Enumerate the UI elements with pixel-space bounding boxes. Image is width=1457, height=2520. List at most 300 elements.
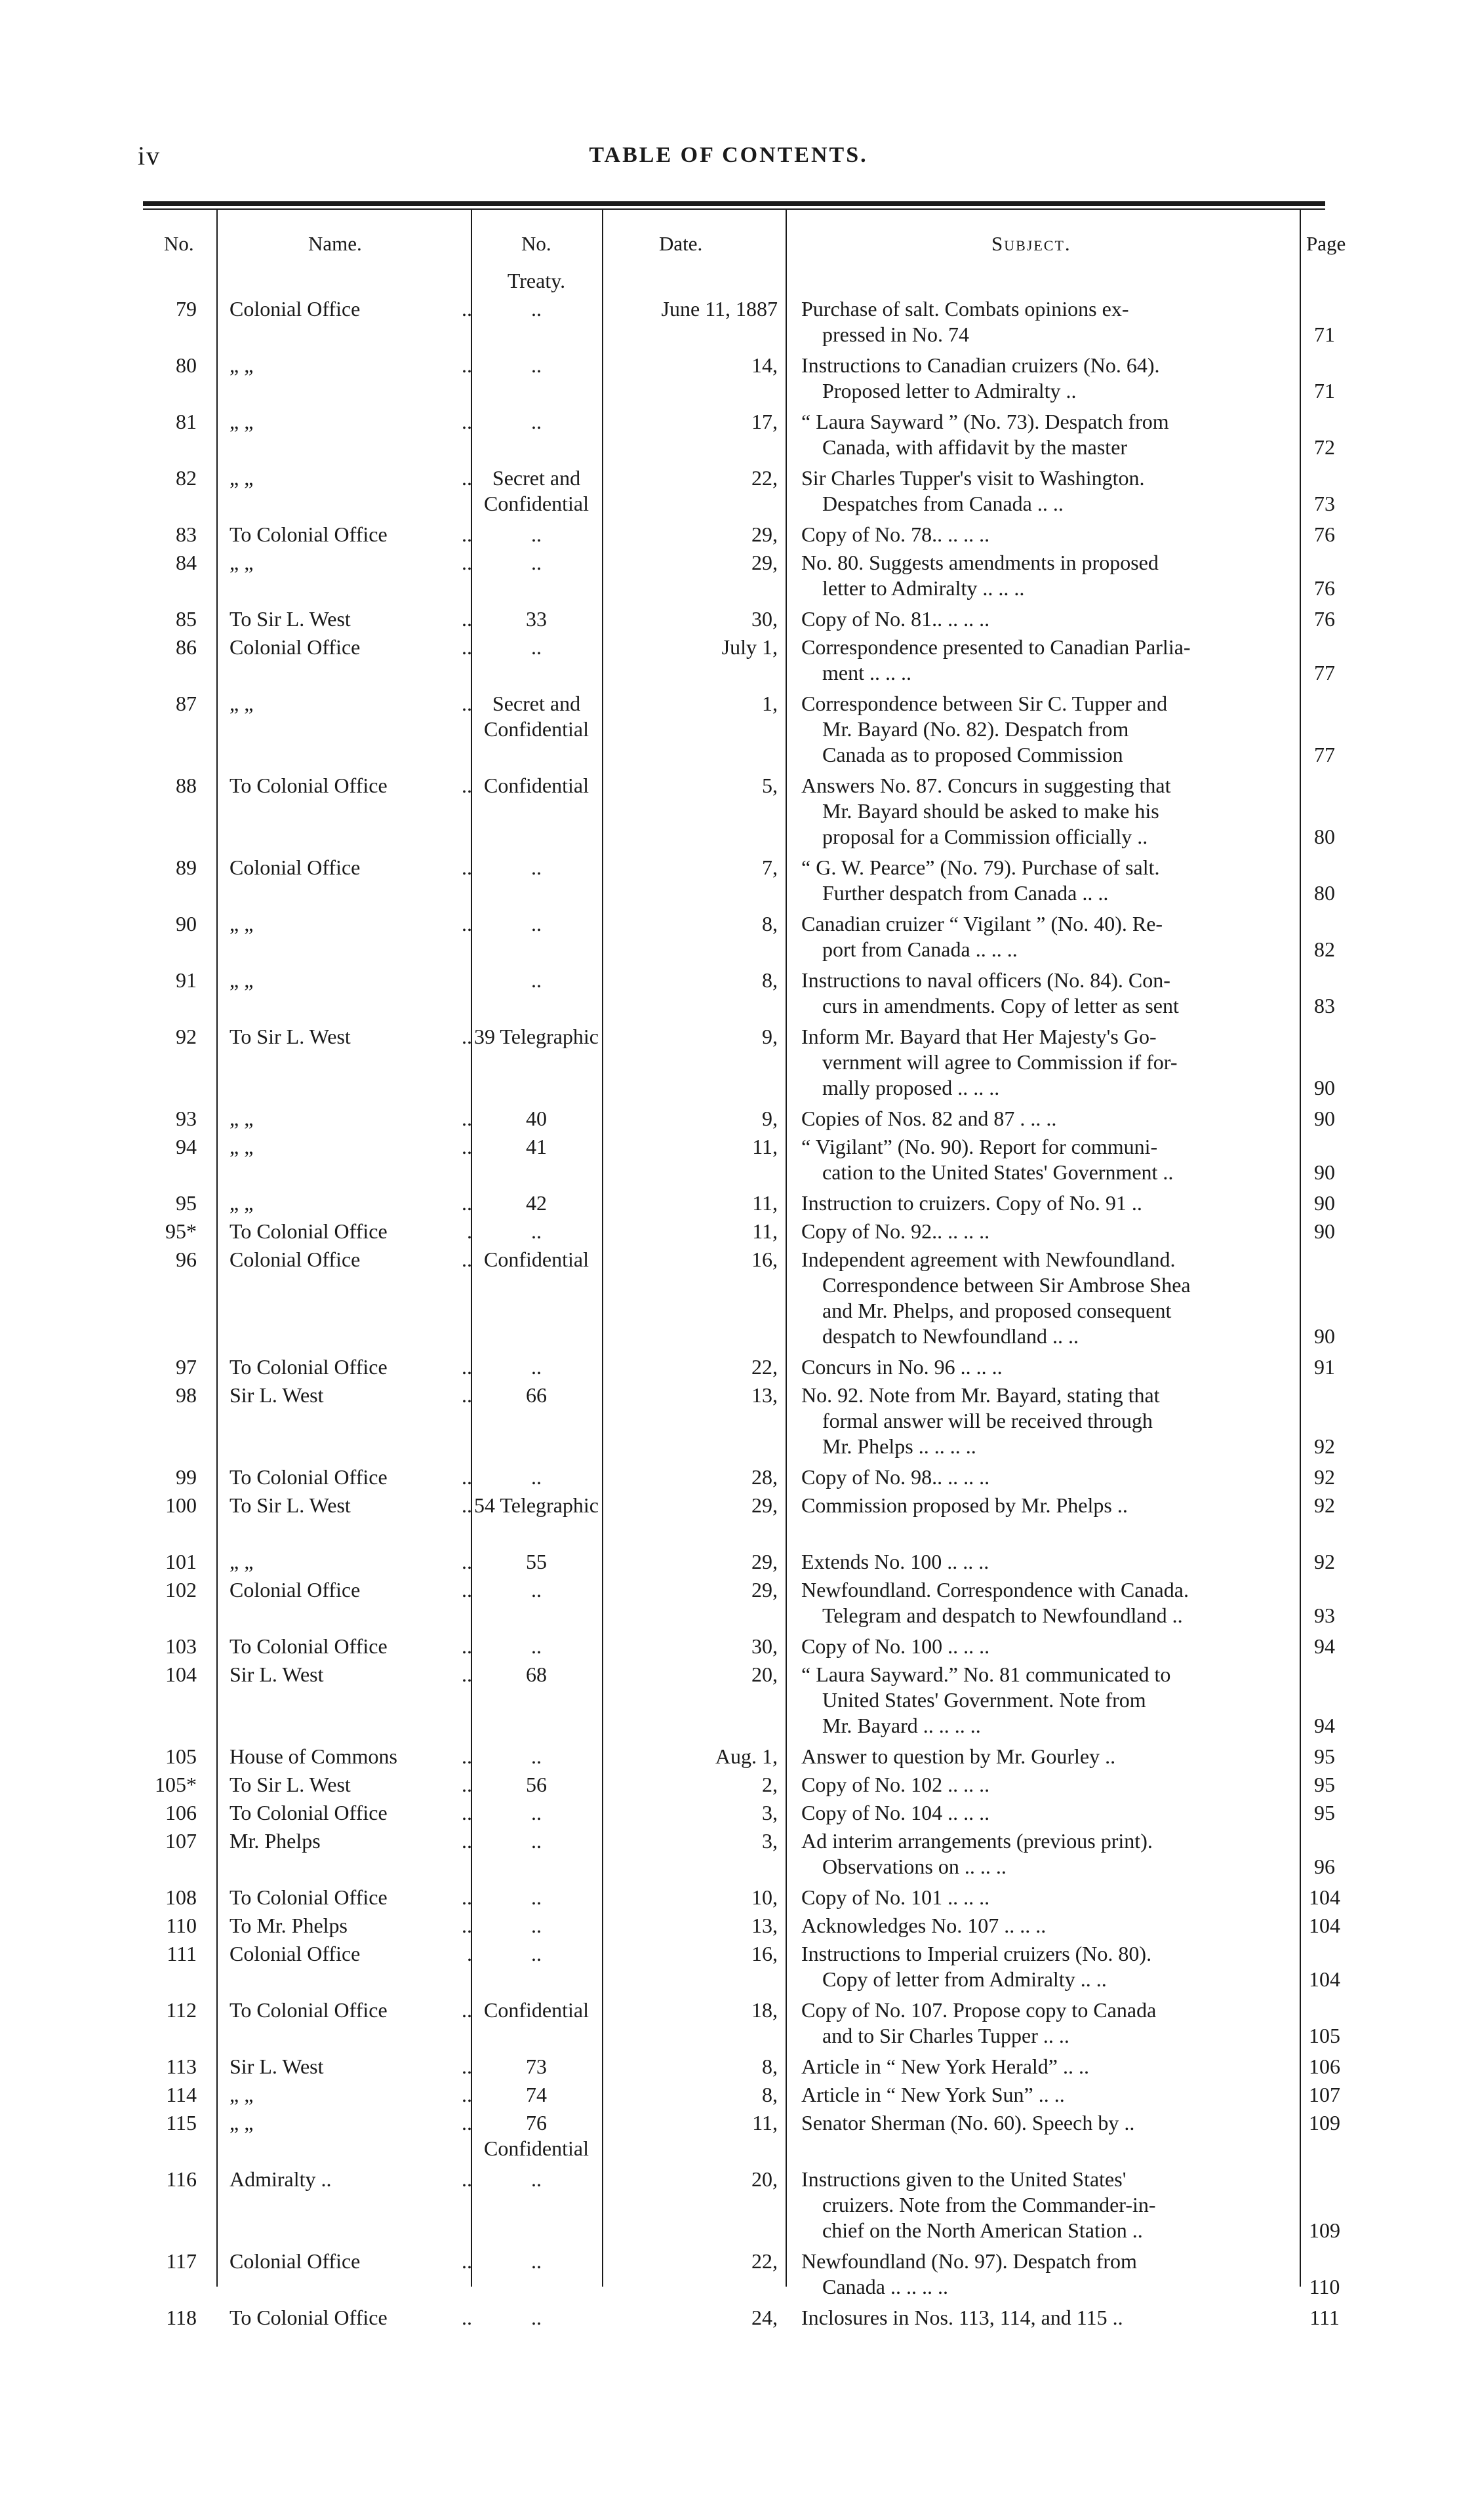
entry-subject	[801, 855, 1298, 906]
entry-name: „ „	[230, 912, 254, 935]
entry-number: 79	[176, 297, 197, 321]
entry-subject	[801, 1465, 1298, 1490]
entry-page: 76	[1314, 607, 1335, 631]
entry-subject-line: Instruction to cruizers. Copy of No. 91 ..	[801, 1191, 1142, 1215]
entry-subject-line: Instructions given to the United States'	[801, 2167, 1127, 2191]
page-number: iv	[138, 141, 161, 170]
entry-number: 97	[176, 1355, 197, 1379]
entry-subject	[801, 353, 1298, 404]
entry-subject	[801, 296, 1298, 347]
entry-date: 7,	[762, 856, 778, 879]
entry-date: 10,	[751, 1885, 778, 1909]
entry-leader-dots: ..	[462, 1744, 472, 1768]
entry-subject	[801, 1913, 1298, 1939]
entry-subject-line: Article in “ New York Herald” .. ..	[801, 2055, 1089, 2078]
entry-subject-line: Newfoundland. Correspondence with Canada.	[801, 1578, 1189, 1602]
page-title: TABLE OF CONTENTS.	[589, 143, 868, 167]
entry-leader-dots: ..	[462, 1829, 472, 1853]
entry-page: 93	[1314, 1604, 1335, 1627]
entry-subject	[801, 2249, 1298, 2300]
entry-treaty-number: ..	[531, 856, 542, 879]
entry-subject	[801, 635, 1298, 686]
entry-leader-dots: ..	[462, 1107, 472, 1130]
entry-subject-line: Newfoundland (No. 97). Despatch from	[801, 2249, 1137, 2273]
entry-page: 73	[1314, 492, 1335, 515]
entry-leader-dots: ..	[462, 353, 472, 377]
entry-date: 29,	[751, 522, 778, 546]
entry-subject-line: Telegram and despatch to Newfoundland ..	[822, 1604, 1183, 1627]
entry-name: Colonial Office	[230, 856, 361, 879]
entry-number: 95	[176, 1191, 197, 1215]
entry-date: 17,	[751, 410, 778, 433]
entry-name: Colonial Office	[230, 1578, 361, 1602]
entry-page: 92	[1314, 1493, 1335, 1517]
entry-name: Sir L. West	[230, 1383, 324, 1407]
entry-date: 20,	[751, 2167, 778, 2191]
entry-subject-line: Correspondence between Sir C. Tupper and	[801, 692, 1168, 715]
entry-page: 111	[1309, 2306, 1340, 2329]
entry-name: Mr. Phelps	[230, 1829, 321, 1853]
entry-subject	[801, 968, 1298, 1019]
entry-name: To Colonial Office	[230, 1801, 388, 1824]
entry-subject-line: Inform Mr. Bayard that Her Majesty's Go-	[801, 1025, 1157, 1048]
entry-subject-line: “ Vigilant” (No. 90). Report for communi-	[801, 1135, 1158, 1158]
entry-subject-line: Instructions to Imperial cruizers (No. 80).	[801, 1942, 1152, 1965]
entry-page: 92	[1314, 1465, 1335, 1489]
entry-subject-line: Copies of Nos. 82 and 87 . .. ..	[801, 1107, 1057, 1130]
entry-subject-line: Answers No. 87. Concurs in suggesting that	[801, 774, 1171, 797]
entry-treaty-number: 33	[526, 607, 547, 631]
entry-leader-dots: ..	[462, 297, 472, 321]
entry-leader-dots: ..	[462, 1025, 472, 1048]
entry-page: 71	[1314, 323, 1335, 346]
entry-subject-line: and Mr. Phelps, and proposed consequent	[822, 1299, 1172, 1322]
entry-subject-line: Mr. Bayard .. .. .. ..	[822, 1714, 981, 1737]
entry-name: To Sir L. West	[230, 1025, 351, 1048]
entry-date: 14,	[751, 353, 778, 377]
entry-page: 105	[1309, 2024, 1340, 2047]
entry-date: 8,	[762, 2055, 778, 2078]
entry-subject-line: “ G. W. Pearce” (No. 79). Purchase of salt.	[801, 856, 1160, 879]
entry-subject	[801, 1191, 1298, 1216]
entry-subject-line: Proposed letter to Admiralty ..	[822, 379, 1077, 403]
entry-date: 29,	[751, 1493, 778, 1517]
entry-subject-line: Copy of No. 104 .. .. ..	[801, 1801, 990, 1824]
entry-treaty-number: 56	[526, 1773, 547, 1796]
entry-name: „ „	[230, 353, 254, 377]
column-header-subject: Subject.	[991, 232, 1071, 255]
entry-page: 104	[1309, 1914, 1340, 1937]
entry-subject-line: Instructions to naval officers (No. 84). Con-	[801, 968, 1170, 992]
entry-name: To Colonial Office	[230, 1465, 388, 1489]
entry-subject-line: Copy of No. 100 .. .. ..	[801, 1634, 990, 1658]
entry-leader-dots: ..	[462, 551, 472, 574]
entry-number: 99	[176, 1465, 197, 1489]
entry-name: To Sir L. West	[230, 1493, 351, 1517]
entry-subject-line: Mr. Bayard (No. 82). Despatch from	[822, 717, 1129, 741]
entry-treaty-number: ..	[531, 1578, 542, 1602]
entry-treaty-number: 54 Telegraphic	[474, 1493, 599, 1517]
entry-subject	[801, 1383, 1298, 1459]
entry-subject-line: “ Laura Sayward ” (No. 73). Despatch from	[801, 410, 1169, 433]
entry-name: Colonial Office	[230, 1942, 361, 1965]
entry-treaty-number: 55	[526, 1550, 547, 1573]
entry-number: 84	[176, 551, 197, 574]
entry-treaty-number: Confidential	[484, 1248, 589, 1271]
entry-name: Colonial Office	[230, 635, 361, 659]
entry-name: To Colonial Office	[230, 1998, 388, 2022]
entry-subject	[801, 522, 1298, 547]
entry-treaty-number: ..	[531, 1219, 542, 1243]
column-header-page: Page	[1306, 232, 1346, 255]
entry-subject-line: Despatches from Canada .. ..	[822, 492, 1064, 515]
entry-date: 13,	[751, 1914, 778, 1937]
entry-name: Colonial Office	[230, 1248, 361, 1271]
entry-leader-dots: ..	[462, 856, 472, 879]
entry-date: 1,	[762, 692, 778, 715]
column-header-treaty-no: No.	[521, 232, 551, 255]
entry-subject-line: vernment will agree to Commission if for-	[822, 1050, 1178, 1074]
entry-page: 90	[1314, 1191, 1335, 1215]
entry-name: „ „	[230, 692, 254, 715]
entry-subject	[801, 2305, 1298, 2331]
entry-subject	[801, 2167, 1298, 2243]
entry-leader-dots: ..	[462, 1191, 472, 1215]
entry-subject-line: Observations on .. .. ..	[822, 1855, 1007, 1878]
entry-leader-dots: ..	[462, 2083, 472, 2106]
entry-subject-line: ment .. .. ..	[822, 661, 911, 684]
column-divider-no	[216, 208, 218, 2287]
entry-subject-line: Senator Sherman (No. 60). Speech by ..	[801, 2111, 1135, 2135]
entry-leader-dots: ..	[462, 1248, 472, 1271]
entry-page: 80	[1314, 881, 1335, 905]
entry-date: 18,	[751, 1998, 778, 2022]
entry-subject	[801, 1354, 1298, 1380]
entry-leader-dots: ..	[462, 1663, 472, 1686]
entry-subject-line: Copy of No. 81.. .. .. ..	[801, 607, 990, 631]
entry-page: 91	[1314, 1355, 1335, 1379]
entry-subject-line: despatch to Newfoundland .. ..	[822, 1324, 1079, 1348]
entry-subject-line: chief on the North American Station ..	[822, 2218, 1143, 2242]
entry-leader-dots: ..	[462, 1135, 472, 1158]
entry-date: 13,	[751, 1383, 778, 1407]
entry-date: June 11, 1887	[661, 297, 778, 321]
entry-number: 104	[165, 1663, 197, 1686]
entry-leader-dots: ..	[462, 607, 472, 631]
entry-treaty-number: ..	[531, 410, 542, 433]
entry-treaty-number: ..	[531, 968, 542, 992]
entry-treaty-number: ..	[531, 912, 542, 935]
entry-page: 109	[1309, 2218, 1340, 2242]
entry-subject	[801, 1493, 1298, 1518]
entry-number: 102	[165, 1578, 197, 1602]
entry-subject-line: Mr. Bayard should be asked to make his	[822, 799, 1159, 823]
entry-page: 71	[1314, 379, 1335, 403]
entry-page: 92	[1314, 1434, 1335, 1458]
entry-page: 76	[1314, 522, 1335, 546]
entry-number: 111	[167, 1942, 197, 1965]
entry-name: To Colonial Office	[230, 1885, 388, 1909]
entry-page: 106	[1309, 2055, 1340, 2078]
entry-subject	[801, 465, 1298, 517]
entry-subject-line: Correspondence between Sir Ambrose Shea	[822, 1273, 1191, 1297]
entry-treaty-number: Confidential	[484, 774, 589, 797]
entry-page: 77	[1314, 661, 1335, 684]
entry-page: 90	[1314, 1160, 1335, 1184]
entry-leader-dots: ..	[462, 2055, 472, 2078]
entry-subject-line: Canadian cruizer “ Vigilant ” (No. 40). Re-	[801, 912, 1163, 935]
entry-leader-dots: ..	[462, 1355, 472, 1379]
entry-date: 20,	[751, 1663, 778, 1686]
entry-date: 29,	[751, 551, 778, 574]
entry-name: Colonial Office	[230, 297, 361, 321]
entry-subject-line: letter to Admiralty .. .. ..	[822, 576, 1025, 600]
entry-page: 107	[1309, 2083, 1340, 2106]
entry-subject	[801, 911, 1298, 962]
entry-number: 81	[176, 410, 197, 433]
entry-subject	[801, 1549, 1298, 1575]
entry-subject	[801, 1134, 1298, 1185]
entry-name: To Colonial Office	[230, 2306, 388, 2329]
entry-subject-line: Independent agreement with Newfoundland.	[801, 1248, 1176, 1271]
entry-subject-line: Correspondence presented to Canadian Parlia-	[801, 635, 1191, 659]
entry-number: 112	[166, 1998, 197, 2022]
entry-subject-line: Canada, with affidavit by the master	[822, 435, 1128, 459]
entry-name: Sir L. West	[230, 1663, 324, 1686]
entry-treaty-number: ..	[531, 635, 542, 659]
entry-number: 107	[165, 1829, 197, 1853]
entry-leader-dots: ..	[462, 1773, 472, 1796]
entry-leader-dots: ..	[462, 1885, 472, 1909]
column-header-treaty-label: Treaty.	[507, 269, 566, 292]
entry-subject-line: “ Laura Sayward.” No. 81 communicated to	[801, 1663, 1171, 1686]
entry-date: 28,	[751, 1465, 778, 1489]
entry-name: To Mr. Phelps	[230, 1914, 348, 1937]
entry-number: 82	[176, 466, 197, 490]
entry-subject-line: No. 92. Note from Mr. Bayard, stating that	[801, 1383, 1160, 1407]
entry-subject-line: Purchase of salt. Combats opinions ex-	[801, 297, 1129, 321]
entry-subject-line: formal answer will be received through	[822, 1409, 1153, 1432]
entry-leader-dots: ..	[462, 1998, 472, 2022]
entry-leader-dots: .	[467, 1219, 472, 1243]
entry-subject-line: Copy of No. 102 .. .. ..	[801, 1773, 990, 1796]
entry-date: 11,	[752, 1219, 778, 1243]
entry-subject-line: Extends No. 100 .. .. ..	[801, 1550, 989, 1573]
entry-date: 22,	[751, 466, 778, 490]
entry-date: 9,	[762, 1025, 778, 1048]
entry-treaty-number: ..	[531, 1829, 542, 1853]
entry-subject	[801, 1024, 1298, 1101]
top-rule	[143, 201, 1325, 206]
entry-subject-line: Copy of letter from Admiralty .. ..	[822, 1967, 1107, 1991]
entry-number: 86	[176, 635, 197, 659]
entry-treaty-number: Confidential	[484, 1998, 589, 2022]
entry-subject-line: Copy of No. 107. Propose copy to Canada	[801, 1998, 1157, 2022]
entry-date: 2,	[762, 1773, 778, 1796]
entry-number: 105	[165, 1744, 197, 1768]
entry-subject-line: Mr. Phelps .. .. .. ..	[822, 1434, 976, 1458]
entry-number: 94	[176, 1135, 197, 1158]
entry-treaty-number: 42	[526, 1191, 547, 1215]
entry-date: Aug. 1,	[715, 1744, 778, 1768]
entry-date: 3,	[762, 1829, 778, 1853]
entry-subject-line: port from Canada .. .. ..	[822, 937, 1018, 961]
entry-subject-line: Copy of No. 98.. .. .. ..	[801, 1465, 990, 1489]
entry-name: Admiralty ..	[230, 2167, 332, 2191]
entry-subject-line: Answer to question by Mr. Gourley ..	[801, 1744, 1116, 1768]
entry-date: 22,	[751, 1355, 778, 1379]
entry-leader-dots: ..	[462, 692, 472, 715]
entry-treaty-number: ..	[531, 297, 542, 321]
entry-number: 114	[166, 2083, 197, 2106]
entry-number: 83	[176, 522, 197, 546]
entry-subject-line: Copy of No. 92.. .. .. ..	[801, 1219, 990, 1243]
entry-subject-line: Acknowledges No. 107 .. .. ..	[801, 1914, 1047, 1937]
entry-page: 110	[1309, 2275, 1340, 2298]
entry-number: 101	[165, 1550, 197, 1573]
entry-page: 90	[1314, 1219, 1335, 1243]
entry-number: 92	[176, 1025, 197, 1048]
entry-treaty-number: ..	[531, 1355, 542, 1379]
entry-number: 118	[166, 2306, 197, 2329]
entry-name: House of Commons	[230, 1744, 397, 1768]
entry-name: „ „	[230, 2083, 254, 2106]
entry-subject-line: No. 80. Suggests amendments in proposed	[801, 551, 1159, 574]
entry-leader-dots: ..	[462, 2306, 472, 2329]
entry-subject	[801, 1885, 1298, 1910]
entry-date: 11,	[752, 2111, 778, 2135]
entry-page: 83	[1314, 994, 1335, 1017]
entry-name: To Colonial Office	[230, 774, 388, 797]
entry-subject	[801, 1772, 1298, 1798]
entry-name: To Colonial Office	[230, 522, 388, 546]
entry-name: „ „	[230, 410, 254, 433]
entry-date: 3,	[762, 1801, 778, 1824]
entry-number: 116	[166, 2167, 197, 2191]
entry-name: „ „	[230, 1550, 254, 1573]
entry-leader-dots: ..	[462, 2249, 472, 2273]
entry-subject	[801, 1219, 1298, 1244]
entry-treaty-number: ..	[531, 1744, 542, 1768]
entry-subject-line: cruizers. Note from the Commander-in-	[822, 2193, 1156, 2216]
entry-subject	[801, 550, 1298, 601]
entry-treaty-number: ..	[531, 1465, 542, 1489]
entry-date: July 1,	[721, 635, 778, 659]
entry-number: 85	[176, 607, 197, 631]
entry-treaty-number: 74	[526, 2083, 547, 2106]
entry-leader-dots: ..	[462, 2167, 472, 2191]
entry-date: 30,	[751, 607, 778, 631]
entry-treaty-number: ..	[531, 1942, 542, 1965]
entry-treaty-number: 68	[526, 1663, 547, 1686]
entry-subject	[801, 1634, 1298, 1659]
entry-number: 95*	[165, 1219, 197, 1243]
column-header-no: No.	[164, 232, 194, 255]
entry-subject-line: Canada as to proposed Commission	[822, 743, 1123, 766]
entry-subject-line: United States' Government. Note from	[822, 1688, 1146, 1712]
entry-page: 92	[1314, 1550, 1335, 1573]
entry-page: 80	[1314, 825, 1335, 848]
entry-leader-dots: ..	[462, 466, 472, 490]
entry-subject	[801, 1744, 1298, 1769]
entry-page: 94	[1314, 1714, 1335, 1737]
entry-date: 29,	[751, 1550, 778, 1573]
entry-name: „ „	[230, 551, 254, 574]
entry-subject	[801, 1941, 1298, 1992]
entry-subject	[801, 2054, 1298, 2079]
entry-number: 89	[176, 856, 197, 879]
entry-subject	[801, 1662, 1298, 1739]
entry-treaty-number: ..	[531, 2306, 542, 2329]
entry-treaty-number: ..	[531, 353, 542, 377]
column-header-name: Name.	[308, 232, 362, 255]
entry-leader-dots: ..	[462, 1578, 472, 1602]
entry-subject	[801, 1577, 1298, 1628]
entry-leader-dots: ..	[462, 774, 472, 797]
entry-number: 103	[165, 1634, 197, 1658]
entry-date: 16,	[751, 1248, 778, 1271]
entry-number: 108	[165, 1885, 197, 1909]
entry-page: 95	[1314, 1744, 1335, 1768]
entry-subject	[801, 2082, 1298, 2108]
entry-subject	[801, 773, 1298, 850]
entry-treaty-number: 40	[526, 1107, 547, 1130]
entry-leader-dots: .	[467, 1942, 472, 1965]
entry-number: 110	[166, 1914, 197, 1937]
entry-subject-line: Copy of No. 101 .. .. ..	[801, 1885, 990, 1909]
entry-treaty-number: ..	[531, 1801, 542, 1824]
entry-treaty-number: Secret and Confidential	[484, 466, 589, 515]
entry-leader-dots: ..	[462, 1550, 472, 1573]
entry-date: 8,	[762, 2083, 778, 2106]
entry-treaty-number: 66	[526, 1383, 547, 1407]
entry-name: To Colonial Office	[230, 1634, 388, 1658]
entry-name: „ „	[230, 1135, 254, 1158]
entry-subject-line: pressed in No. 74	[822, 323, 969, 346]
entry-subject-line: Sir Charles Tupper's visit to Washington.	[801, 466, 1145, 490]
entry-name: To Sir L. West	[230, 607, 351, 631]
entry-name: Colonial Office	[230, 2249, 361, 2273]
entry-number: 106	[165, 1801, 197, 1824]
entry-treaty-number: ..	[531, 551, 542, 574]
entry-treaty-number: 76 Confidential	[484, 2111, 589, 2160]
column-divider-subject	[1300, 208, 1301, 2287]
entry-leader-dots: ..	[462, 410, 472, 433]
entry-treaty-number: Secret and Confidential	[484, 692, 589, 741]
entry-name: „ „	[230, 968, 254, 992]
entry-leader-dots: ..	[462, 1914, 472, 1937]
entry-treaty-number: ..	[531, 1914, 542, 1937]
entry-number: 87	[176, 692, 197, 715]
entry-number: 90	[176, 912, 197, 935]
entry-page: 90	[1314, 1107, 1335, 1130]
entry-date: 24,	[751, 2306, 778, 2329]
entry-subject-line: Commission proposed by Mr. Phelps ..	[801, 1493, 1128, 1517]
entry-name: „ „	[230, 466, 254, 490]
entry-subject-line: Article in “ New York Sun” .. ..	[801, 2083, 1065, 2106]
entry-subject	[801, 409, 1298, 460]
entry-leader-dots: ..	[462, 2111, 472, 2135]
entry-leader-dots: ..	[462, 912, 472, 935]
entry-subject	[801, 606, 1298, 632]
entry-date: 8,	[762, 968, 778, 992]
entry-date: 29,	[751, 1578, 778, 1602]
entry-subject	[801, 1106, 1298, 1132]
entry-subject-line: Ad interim arrangements (previous print).	[801, 1829, 1153, 1853]
entry-subject-line: Concurs in No. 96 .. .. ..	[801, 1355, 1003, 1379]
entry-subject-line: mally proposed .. .. ..	[822, 1076, 1000, 1099]
entry-page: 95	[1314, 1801, 1335, 1824]
